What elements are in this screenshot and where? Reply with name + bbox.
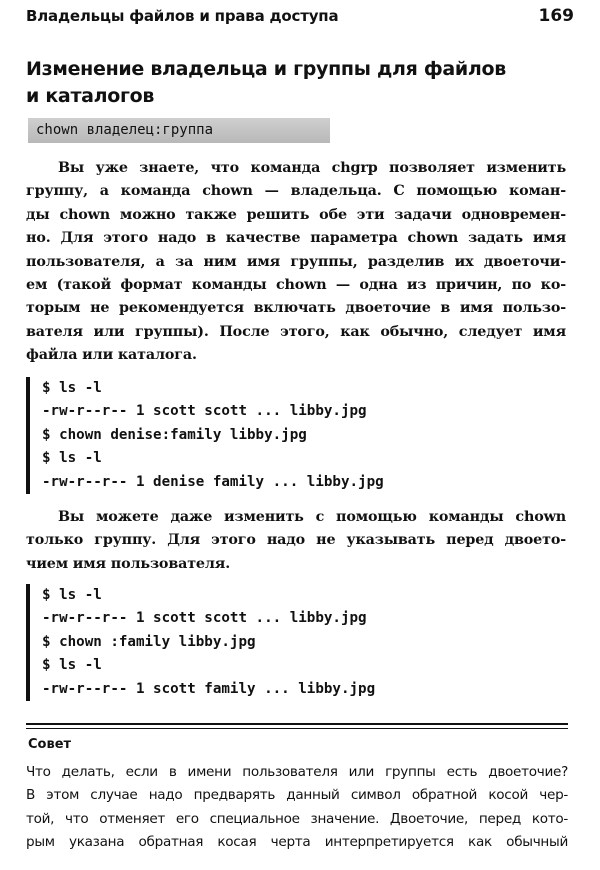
paragraph-line: пользователя, а за ним имя группы, разделив их двоеточи- xyxy=(26,253,566,270)
code-line: $ chown :family libby.jpg xyxy=(42,633,256,650)
tip-divider-thick xyxy=(26,723,568,725)
paragraph-line: Вы уже знаете, что команда chgrp позволяет изменить xyxy=(58,160,566,176)
paragraph-line: но. Для этого надо в качестве параметра chown задать имя xyxy=(26,230,566,247)
code-listing-1 xyxy=(26,377,546,494)
code-line: $ chown denise:family libby.jpg xyxy=(42,426,307,443)
command-syntax-box: chown владелец:группа xyxy=(28,118,330,143)
paragraph-line: ем (такой формат команды chown — одна из причин, по ко- xyxy=(26,277,566,294)
running-header xyxy=(26,6,574,26)
chapter-title: Владельцы файлов и права доступа xyxy=(26,7,339,25)
body-paragraph-2 xyxy=(26,506,566,576)
tip-line: рым указана обратная косая черта интерпретируется как обычный xyxy=(26,833,568,850)
code-line: $ ls -l xyxy=(42,450,102,467)
code-line: $ ls -l xyxy=(42,380,102,396)
paragraph-line: ды chown можно также решить обе эти задачи одновремен- xyxy=(26,206,566,223)
section-heading xyxy=(26,56,546,110)
code-line: $ ls -l xyxy=(42,657,102,674)
body-paragraph-1 xyxy=(26,157,566,368)
tip-line: В этом случае надо предварять данный символ обратной косой чер- xyxy=(26,787,568,804)
paragraph-line: файла или каталога. xyxy=(26,347,197,364)
section-heading-line-1: Изменение владельца и группы для файлов xyxy=(26,58,506,80)
code-listing-2 xyxy=(26,584,546,701)
tip-line: Что делать, если в имени пользователя или группы есть двоеточие? xyxy=(26,764,568,780)
code-line: -rw-r--r-- 1 scott family ... libby.jpg xyxy=(42,680,376,697)
code-line: -rw-r--r-- 1 scott scott ... libby.jpg xyxy=(42,403,367,420)
paragraph-line: только группу. Для этого надо не указывать перед двоето- xyxy=(26,532,566,549)
code-line: $ ls -l xyxy=(42,587,102,603)
section-heading-line-2: и каталогов xyxy=(26,85,155,107)
page-number: 169 xyxy=(538,6,574,26)
code-line: -rw-r--r-- 1 scott scott ... libby.jpg xyxy=(42,610,367,627)
tip-divider-thin xyxy=(26,728,568,729)
tip-text xyxy=(26,761,568,854)
paragraph-line: группу, а команда chown — владельца. С помощью коман- xyxy=(26,183,566,200)
paragraph-line: торым не рекомендуется включать двоеточие в имя пользо- xyxy=(26,300,566,317)
paragraph-line: чием имя пользователя. xyxy=(26,555,231,572)
paragraph-line: Вы можете даже изменить с помощью команды chown xyxy=(58,509,566,525)
code-line: -rw-r--r-- 1 denise family ... libby.jpg xyxy=(42,473,384,490)
tip-line: той, что отменяет его специальное значение. Двоеточие, перед кото- xyxy=(26,810,568,827)
tip-title: Совет xyxy=(28,737,72,752)
paragraph-line: вателя или группы). После этого, как обычно, следует имя xyxy=(26,323,566,340)
